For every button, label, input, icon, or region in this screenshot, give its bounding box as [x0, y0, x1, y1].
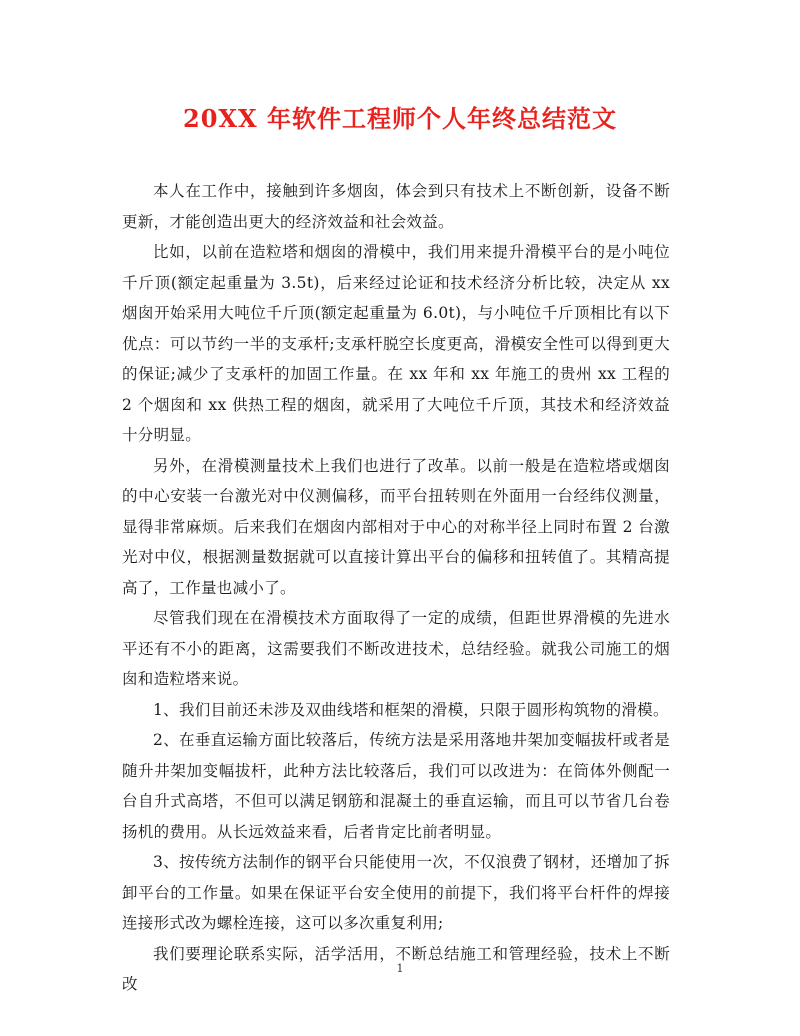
list-item-2: 2、在垂直运输方面比较落后，传统方法是采用落地井架加变幅拔杆或者是随升井架加变幅拔杆，此种方法比较落后，我们可以改进为：在筒体外侧配一台自升式高塔，不但可以满足钢筋和混凝土的垂直运输，而且可以节省几台卷扬机的费用。从长远效益来看，后者肯定比前者明显。 — [122, 731, 670, 841]
list-item-1: 1、我们目前还未涉及双曲线塔和框架的滑模，只限于圆形构筑物的滑模。 — [153, 700, 669, 719]
paragraph: 本人在工作中，接触到许多烟囱，体会到只有技术上不断创新，设备不断更新，才能创造出更大的经济效益和社会效益。 — [122, 182, 670, 231]
page-title: 20XX 年软件工程师个人年终总结范文 — [183, 104, 617, 133]
document-body — [122, 176, 670, 1000]
paragraph: 另外，在滑模测量技术上我们也进行了改革。以前一般是在造粒塔或烟囱的中心安装一台激光对中仪测偏移，而平台扭转则在外面用一台经纬仪测量，显得非常麻烦。后来我们在烟囱内部相对于中心的对称半径上同时布置 2 台激光对中仪，根据测量数据就可以直接计算出平台的偏移和扭转值了。其精高提高了，工作量也减小了。 — [122, 456, 670, 597]
paragraph: 比如，以前在造粒塔和烟囱的滑模中，我们用来提升滑模平台的是小吨位千斤顶(额定起重量为 3.5t)，后来经过论证和技术经济分析比较，决定从 xx 烟囱开始采用大吨位千斤顶(额定起重量为 6.0t)，与小吨位千斤顶相比有以下优点：可以节约一半的支承杆;支承杆脱空长度更高，滑模安全性可以得到更大的保证;减少了支承杆的加固工作量。在 xx 年和 xx 年施工的贵州 xx 工程的 2 个烟囱和 xx 供热工程的烟囱，就采用了大吨位千斤顶，其技术和经济效益十分明显。 — [122, 243, 670, 444]
paragraph: 我们要理论联系实际，活学活用，不断总结施工和管理经验，技术上不断改 — [122, 944, 670, 993]
paragraph: 尽管我们现在在滑模技术方面取得了一定的成绩，但距世界滑模的先进水平还有不小的距离，这需要我们不断改进技术，总结经验。就我公司施工的烟囱和造粒塔来说。 — [122, 609, 670, 688]
list-item-3: 3、按传统方法制作的钢平台只能使用一次，不仅浪费了钢材，还增加了拆卸平台的工作量。如果在保证平台安全使用的前提下，我们将平台杆件的焊接连接形式改为螺栓连接，这可以多次重复利用; — [122, 853, 670, 932]
page-number: 1 — [396, 962, 404, 975]
